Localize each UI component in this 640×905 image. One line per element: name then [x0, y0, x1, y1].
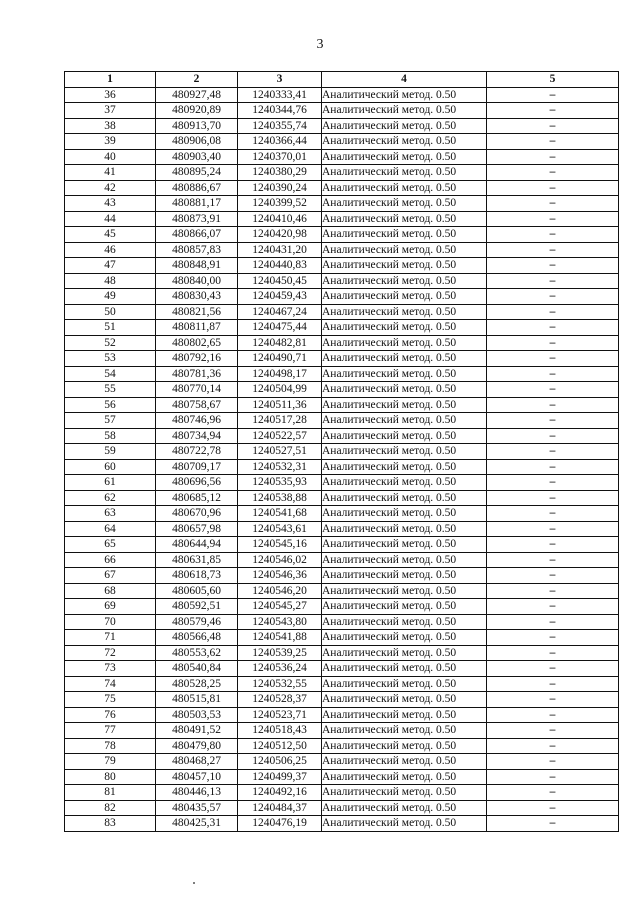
y-coordinate-cell: 1240467,24 [238, 304, 322, 320]
method-cell: Аналитический метод. 0.50 [322, 723, 487, 739]
table-row [65, 692, 619, 708]
note-cell: – [487, 769, 619, 785]
note-cell: – [487, 149, 619, 165]
note-cell: – [487, 521, 619, 537]
x-coordinate-cell: 480553,62 [156, 645, 238, 661]
point-number-cell: 48 [65, 273, 156, 289]
point-number-cell: 46 [65, 242, 156, 258]
x-coordinate-cell: 480446,13 [156, 785, 238, 801]
x-coordinate-cell: 480781,36 [156, 366, 238, 382]
x-coordinate-cell: 480503,53 [156, 707, 238, 723]
note-cell: – [487, 645, 619, 661]
point-number-cell: 61 [65, 475, 156, 491]
x-coordinate-cell: 480886,67 [156, 180, 238, 196]
method-cell: Аналитический метод. 0.50 [322, 583, 487, 599]
method-cell: Аналитический метод. 0.50 [322, 521, 487, 537]
x-coordinate-cell: 480770,14 [156, 382, 238, 398]
y-coordinate-cell: 1240522,57 [238, 428, 322, 444]
x-coordinate-cell: 480709,17 [156, 459, 238, 475]
method-cell: Аналитический метод. 0.50 [322, 289, 487, 305]
y-coordinate-cell: 1240532,55 [238, 676, 322, 692]
x-coordinate-cell: 480927,48 [156, 87, 238, 103]
point-number-cell: 59 [65, 444, 156, 460]
note-cell: – [487, 227, 619, 243]
table-row [65, 444, 619, 460]
y-coordinate-cell: 1240380,29 [238, 165, 322, 181]
method-cell: Аналитический метод. 0.50 [322, 428, 487, 444]
method-cell: Аналитический метод. 0.50 [322, 475, 487, 491]
y-coordinate-cell: 1240490,71 [238, 351, 322, 367]
point-number-cell: 67 [65, 568, 156, 584]
x-coordinate-cell: 480618,73 [156, 568, 238, 584]
y-coordinate-cell: 1240535,93 [238, 475, 322, 491]
y-coordinate-cell: 1240543,61 [238, 521, 322, 537]
point-number-cell: 41 [65, 165, 156, 181]
method-cell: Аналитический метод. 0.50 [322, 614, 487, 630]
note-cell: – [487, 289, 619, 305]
y-coordinate-cell: 1240506,25 [238, 754, 322, 770]
method-cell: Аналитический метод. 0.50 [322, 599, 487, 615]
note-cell: – [487, 165, 619, 181]
point-number-cell: 57 [65, 413, 156, 429]
y-coordinate-cell: 1240539,25 [238, 645, 322, 661]
x-coordinate-cell: 480811,87 [156, 320, 238, 336]
y-coordinate-cell: 1240344,76 [238, 103, 322, 119]
point-number-cell: 72 [65, 645, 156, 661]
table-row [65, 103, 619, 119]
note-cell: – [487, 614, 619, 630]
scan-speck [193, 882, 195, 884]
method-cell: Аналитический метод. 0.50 [322, 335, 487, 351]
y-coordinate-cell: 1240543,80 [238, 614, 322, 630]
y-coordinate-cell: 1240459,43 [238, 289, 322, 305]
table-row [65, 568, 619, 584]
point-number-cell: 52 [65, 335, 156, 351]
point-number-cell: 44 [65, 211, 156, 227]
x-coordinate-cell: 480746,96 [156, 413, 238, 429]
note-cell: – [487, 676, 619, 692]
note-cell: – [487, 382, 619, 398]
page-number: 3 [316, 37, 324, 52]
note-cell: – [487, 738, 619, 754]
x-coordinate-cell: 480605,60 [156, 583, 238, 599]
note-cell: – [487, 413, 619, 429]
y-coordinate-cell: 1240546,02 [238, 552, 322, 568]
y-coordinate-cell: 1240545,16 [238, 537, 322, 553]
point-number-cell: 54 [65, 366, 156, 382]
note-cell: – [487, 816, 619, 832]
method-cell: Аналитический метод. 0.50 [322, 506, 487, 522]
note-cell: – [487, 444, 619, 460]
point-number-cell: 64 [65, 521, 156, 537]
point-number-cell: 75 [65, 692, 156, 708]
note-cell: – [487, 785, 619, 801]
table-row [65, 397, 619, 413]
header-cell: 4 [322, 72, 487, 88]
x-coordinate-cell: 480830,43 [156, 289, 238, 305]
method-cell: Аналитический метод. 0.50 [322, 661, 487, 677]
header-cell: 1 [65, 72, 156, 88]
x-coordinate-cell: 480515,81 [156, 692, 238, 708]
table-row [65, 118, 619, 134]
point-number-cell: 70 [65, 614, 156, 630]
note-cell: – [487, 304, 619, 320]
table-row [65, 211, 619, 227]
x-coordinate-cell: 480920,89 [156, 103, 238, 119]
y-coordinate-cell: 1240492,16 [238, 785, 322, 801]
method-cell: Аналитический метод. 0.50 [322, 165, 487, 181]
method-cell: Аналитический метод. 0.50 [322, 769, 487, 785]
y-coordinate-cell: 1240504,99 [238, 382, 322, 398]
y-coordinate-cell: 1240390,24 [238, 180, 322, 196]
table-row [65, 304, 619, 320]
table-row [65, 785, 619, 801]
method-cell: Аналитический метод. 0.50 [322, 382, 487, 398]
table-header-row [65, 72, 619, 88]
table-row [65, 630, 619, 646]
table-row [65, 583, 619, 599]
table-row [65, 459, 619, 475]
point-number-cell: 63 [65, 506, 156, 522]
method-cell: Аналитический метод. 0.50 [322, 459, 487, 475]
method-cell: Аналитический метод. 0.50 [322, 552, 487, 568]
point-number-cell: 65 [65, 537, 156, 553]
table-row [65, 258, 619, 274]
x-coordinate-cell: 480903,40 [156, 149, 238, 165]
y-coordinate-cell: 1240450,45 [238, 273, 322, 289]
table-row [65, 769, 619, 785]
y-coordinate-cell: 1240528,37 [238, 692, 322, 708]
table-row [65, 723, 619, 739]
point-number-cell: 36 [65, 87, 156, 103]
table-row [65, 428, 619, 444]
point-number-cell: 78 [65, 738, 156, 754]
point-number-cell: 45 [65, 227, 156, 243]
note-cell: – [487, 800, 619, 816]
method-cell: Аналитический метод. 0.50 [322, 397, 487, 413]
note-cell: – [487, 118, 619, 134]
note-cell: – [487, 707, 619, 723]
method-cell: Аналитический метод. 0.50 [322, 227, 487, 243]
x-coordinate-cell: 480873,91 [156, 211, 238, 227]
point-number-cell: 42 [65, 180, 156, 196]
note-cell: – [487, 335, 619, 351]
method-cell: Аналитический метод. 0.50 [322, 816, 487, 832]
y-coordinate-cell: 1240541,88 [238, 630, 322, 646]
table-row [65, 506, 619, 522]
point-number-cell: 60 [65, 459, 156, 475]
method-cell: Аналитический метод. 0.50 [322, 568, 487, 584]
x-coordinate-cell: 480758,67 [156, 397, 238, 413]
method-cell: Аналитический метод. 0.50 [322, 645, 487, 661]
x-coordinate-cell: 480685,12 [156, 490, 238, 506]
table-row [65, 676, 619, 692]
y-coordinate-cell: 1240484,37 [238, 800, 322, 816]
table-row [65, 242, 619, 258]
table-row [65, 351, 619, 367]
x-coordinate-cell: 480857,83 [156, 242, 238, 258]
note-cell: – [487, 242, 619, 258]
x-coordinate-cell: 480592,51 [156, 599, 238, 615]
y-coordinate-cell: 1240523,71 [238, 707, 322, 723]
table-row [65, 614, 619, 630]
y-coordinate-cell: 1240475,44 [238, 320, 322, 336]
header-cell: 3 [238, 72, 322, 88]
x-coordinate-cell: 480457,10 [156, 769, 238, 785]
method-cell: Аналитический метод. 0.50 [322, 180, 487, 196]
method-cell: Аналитический метод. 0.50 [322, 196, 487, 212]
point-number-cell: 74 [65, 676, 156, 692]
y-coordinate-cell: 1240370,01 [238, 149, 322, 165]
note-cell: – [487, 537, 619, 553]
coordinates-table [64, 71, 619, 832]
method-cell: Аналитический метод. 0.50 [322, 444, 487, 460]
point-number-cell: 83 [65, 816, 156, 832]
note-cell: – [487, 583, 619, 599]
point-number-cell: 58 [65, 428, 156, 444]
x-coordinate-cell: 480792,16 [156, 351, 238, 367]
table-row [65, 382, 619, 398]
method-cell: Аналитический метод. 0.50 [322, 258, 487, 274]
note-cell: – [487, 428, 619, 444]
method-cell: Аналитический метод. 0.50 [322, 785, 487, 801]
table-row [65, 289, 619, 305]
table-row [65, 800, 619, 816]
method-cell: Аналитический метод. 0.50 [322, 490, 487, 506]
point-number-cell: 47 [65, 258, 156, 274]
method-cell: Аналитический метод. 0.50 [322, 304, 487, 320]
method-cell: Аналитический метод. 0.50 [322, 738, 487, 754]
y-coordinate-cell: 1240518,43 [238, 723, 322, 739]
y-coordinate-cell: 1240545,27 [238, 599, 322, 615]
note-cell: – [487, 490, 619, 506]
header-cell: 5 [487, 72, 619, 88]
method-cell: Аналитический метод. 0.50 [322, 118, 487, 134]
y-coordinate-cell: 1240355,74 [238, 118, 322, 134]
method-cell: Аналитический метод. 0.50 [322, 800, 487, 816]
point-number-cell: 68 [65, 583, 156, 599]
header-cell: 2 [156, 72, 238, 88]
y-coordinate-cell: 1240538,88 [238, 490, 322, 506]
point-number-cell: 56 [65, 397, 156, 413]
table-row [65, 738, 619, 754]
method-cell: Аналитический метод. 0.50 [322, 630, 487, 646]
note-cell: – [487, 180, 619, 196]
note-cell: – [487, 459, 619, 475]
method-cell: Аналитический метод. 0.50 [322, 242, 487, 258]
method-cell: Аналитический метод. 0.50 [322, 351, 487, 367]
table-row [65, 707, 619, 723]
y-coordinate-cell: 1240541,68 [238, 506, 322, 522]
point-number-cell: 39 [65, 134, 156, 150]
table-row [65, 180, 619, 196]
y-coordinate-cell: 1240511,36 [238, 397, 322, 413]
y-coordinate-cell: 1240512,50 [238, 738, 322, 754]
point-number-cell: 81 [65, 785, 156, 801]
point-number-cell: 80 [65, 769, 156, 785]
y-coordinate-cell: 1240431,20 [238, 242, 322, 258]
y-coordinate-cell: 1240333,41 [238, 87, 322, 103]
note-cell: – [487, 661, 619, 677]
table-row [65, 475, 619, 491]
x-coordinate-cell: 480895,24 [156, 165, 238, 181]
table-row [65, 754, 619, 770]
method-cell: Аналитический метод. 0.50 [322, 273, 487, 289]
point-number-cell: 79 [65, 754, 156, 770]
note-cell: – [487, 273, 619, 289]
x-coordinate-cell: 480906,08 [156, 134, 238, 150]
x-coordinate-cell: 480425,31 [156, 816, 238, 832]
method-cell: Аналитический метод. 0.50 [322, 87, 487, 103]
table-row [65, 335, 619, 351]
y-coordinate-cell: 1240366,44 [238, 134, 322, 150]
note-cell: – [487, 568, 619, 584]
x-coordinate-cell: 480657,98 [156, 521, 238, 537]
x-coordinate-cell: 480670,96 [156, 506, 238, 522]
point-number-cell: 50 [65, 304, 156, 320]
point-number-cell: 55 [65, 382, 156, 398]
table-row [65, 320, 619, 336]
x-coordinate-cell: 480644,94 [156, 537, 238, 553]
point-number-cell: 38 [65, 118, 156, 134]
x-coordinate-cell: 480468,27 [156, 754, 238, 770]
method-cell: Аналитический метод. 0.50 [322, 676, 487, 692]
point-number-cell: 69 [65, 599, 156, 615]
table-row [65, 661, 619, 677]
y-coordinate-cell: 1240410,46 [238, 211, 322, 227]
table-row [65, 87, 619, 103]
x-coordinate-cell: 480734,94 [156, 428, 238, 444]
note-cell: – [487, 599, 619, 615]
table-row [65, 413, 619, 429]
table-row [65, 149, 619, 165]
x-coordinate-cell: 480579,46 [156, 614, 238, 630]
x-coordinate-cell: 480802,65 [156, 335, 238, 351]
method-cell: Аналитический метод. 0.50 [322, 366, 487, 382]
table-row [65, 196, 619, 212]
y-coordinate-cell: 1240499,37 [238, 769, 322, 785]
point-number-cell: 51 [65, 320, 156, 336]
x-coordinate-cell: 480435,57 [156, 800, 238, 816]
point-number-cell: 66 [65, 552, 156, 568]
point-number-cell: 53 [65, 351, 156, 367]
y-coordinate-cell: 1240440,83 [238, 258, 322, 274]
point-number-cell: 71 [65, 630, 156, 646]
note-cell: – [487, 103, 619, 119]
note-cell: – [487, 630, 619, 646]
note-cell: – [487, 258, 619, 274]
x-coordinate-cell: 480866,07 [156, 227, 238, 243]
point-number-cell: 40 [65, 149, 156, 165]
table-row [65, 645, 619, 661]
y-coordinate-cell: 1240498,17 [238, 366, 322, 382]
point-number-cell: 73 [65, 661, 156, 677]
point-number-cell: 77 [65, 723, 156, 739]
x-coordinate-cell: 480881,17 [156, 196, 238, 212]
note-cell: – [487, 366, 619, 382]
note-cell: – [487, 87, 619, 103]
method-cell: Аналитический метод. 0.50 [322, 134, 487, 150]
table-row [65, 599, 619, 615]
point-number-cell: 76 [65, 707, 156, 723]
point-number-cell: 62 [65, 490, 156, 506]
note-cell: – [487, 196, 619, 212]
x-coordinate-cell: 480821,56 [156, 304, 238, 320]
y-coordinate-cell: 1240527,51 [238, 444, 322, 460]
method-cell: Аналитический метод. 0.50 [322, 692, 487, 708]
y-coordinate-cell: 1240420,98 [238, 227, 322, 243]
table-row [65, 165, 619, 181]
x-coordinate-cell: 480540,84 [156, 661, 238, 677]
x-coordinate-cell: 480848,91 [156, 258, 238, 274]
note-cell: – [487, 320, 619, 336]
note-cell: – [487, 211, 619, 227]
table-row [65, 273, 619, 289]
x-coordinate-cell: 480722,78 [156, 444, 238, 460]
method-cell: Аналитический метод. 0.50 [322, 320, 487, 336]
method-cell: Аналитический метод. 0.50 [322, 413, 487, 429]
method-cell: Аналитический метод. 0.50 [322, 754, 487, 770]
table-row [65, 521, 619, 537]
x-coordinate-cell: 480479,80 [156, 738, 238, 754]
method-cell: Аналитический метод. 0.50 [322, 707, 487, 723]
x-coordinate-cell: 480631,85 [156, 552, 238, 568]
note-cell: – [487, 475, 619, 491]
method-cell: Аналитический метод. 0.50 [322, 149, 487, 165]
y-coordinate-cell: 1240546,36 [238, 568, 322, 584]
y-coordinate-cell: 1240399,52 [238, 196, 322, 212]
x-coordinate-cell: 480566,48 [156, 630, 238, 646]
point-number-cell: 82 [65, 800, 156, 816]
table-row [65, 490, 619, 506]
table-row [65, 134, 619, 150]
table-row [65, 537, 619, 553]
table-row [65, 552, 619, 568]
y-coordinate-cell: 1240536,24 [238, 661, 322, 677]
point-number-cell: 37 [65, 103, 156, 119]
method-cell: Аналитический метод. 0.50 [322, 537, 487, 553]
table-row [65, 227, 619, 243]
table-row [65, 366, 619, 382]
x-coordinate-cell: 480696,56 [156, 475, 238, 491]
x-coordinate-cell: 480528,25 [156, 676, 238, 692]
x-coordinate-cell: 480840,00 [156, 273, 238, 289]
y-coordinate-cell: 1240476,19 [238, 816, 322, 832]
x-coordinate-cell: 480913,70 [156, 118, 238, 134]
note-cell: – [487, 692, 619, 708]
note-cell: – [487, 723, 619, 739]
y-coordinate-cell: 1240482,81 [238, 335, 322, 351]
table-row [65, 816, 619, 832]
point-number-cell: 49 [65, 289, 156, 305]
y-coordinate-cell: 1240532,31 [238, 459, 322, 475]
y-coordinate-cell: 1240517,28 [238, 413, 322, 429]
note-cell: – [487, 351, 619, 367]
note-cell: – [487, 552, 619, 568]
note-cell: – [487, 506, 619, 522]
point-number-cell: 43 [65, 196, 156, 212]
y-coordinate-cell: 1240546,20 [238, 583, 322, 599]
method-cell: Аналитический метод. 0.50 [322, 211, 487, 227]
x-coordinate-cell: 480491,52 [156, 723, 238, 739]
method-cell: Аналитический метод. 0.50 [322, 103, 487, 119]
note-cell: – [487, 754, 619, 770]
note-cell: – [487, 134, 619, 150]
note-cell: – [487, 397, 619, 413]
